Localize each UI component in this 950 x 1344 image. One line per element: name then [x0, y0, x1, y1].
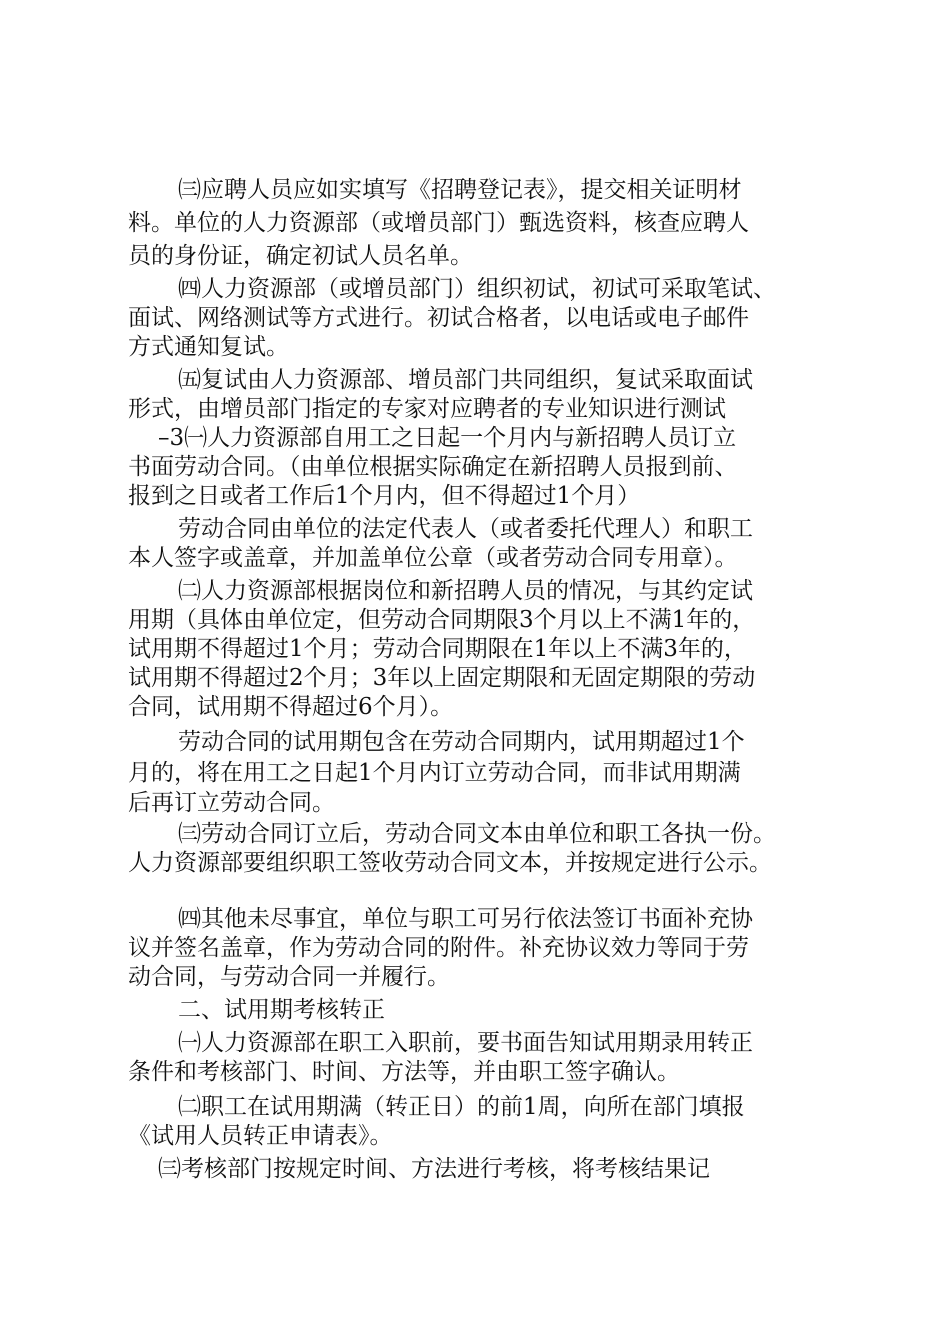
- paragraph-line: 月的，将在用工之日起1个月内订立劳动合同，而非试用期满: [128, 760, 741, 786]
- paragraph-line: 用期（具体由单位定，但劳动合同期限3个月以上不满1年的，: [128, 607, 756, 633]
- paragraph-line: 后再订立劳动合同。: [128, 790, 335, 816]
- paragraph-line: ㈢应聘人员应如实填写《招聘登记表》，提交相关证明材: [178, 177, 742, 203]
- paragraph-line: 本人签字或盖章，并加盖单位公章（或者劳动合同专用章）。: [128, 545, 738, 571]
- paragraph-line: 动合同，与劳动合同一并履行。: [128, 964, 450, 990]
- paragraph-line: ㈡人力资源部根据岗位和新招聘人员的情况，与其约定试: [178, 578, 753, 604]
- section-heading: 二、试用期考核转正: [178, 997, 385, 1023]
- paragraph-line: ㈣人力资源部（或增员部门）组织初试，初试可采取笔试、: [178, 276, 776, 302]
- paragraph-line: 劳动合同由单位的法定代表人（或者委托代理人）和职工: [178, 516, 753, 542]
- paragraph-line: 员的身份证，确定初试人员名单。: [128, 243, 473, 269]
- paragraph-line: 形式，由增员部门指定的专家对应聘者的专业知识进行测试: [128, 396, 726, 422]
- paragraph-line: ㈡职工在试用期满（转正日）的前1周，向所在部门填报: [178, 1094, 745, 1120]
- paragraph-line: ㈣其他未尽事宜，单位与职工可另行依法签订书面补充协: [178, 906, 753, 932]
- paragraph-line: 试用期不得超过2个月；3年以上固定期限和无固定期限的劳动: [128, 665, 756, 691]
- paragraph-line: 人力资源部要组织职工签收劳动合同文本，并按规定进行公示。: [128, 850, 772, 876]
- paragraph-line: –3㈠人力资源部自用工之日起一个月内与新招聘人员订立: [158, 425, 737, 451]
- paragraph-line: 方式通知复试。: [128, 334, 289, 360]
- paragraph-line: 条件和考核部门、时间、方法等，并由职工签字确认。: [128, 1059, 680, 1085]
- paragraph-line: ㈤复试由人力资源部、增员部门共同组织，复试采取面试: [178, 367, 753, 393]
- paragraph-line: 书面劳动合同。（由单位根据实际确定在新招聘人员报到前、: [128, 454, 738, 480]
- paragraph-line: 《试用人员转正申请表》。: [128, 1123, 393, 1149]
- paragraph-line: ㈢劳动合同订立后，劳动合同文本由单位和职工各执一份。: [178, 821, 776, 847]
- paragraph-line: 料。单位的人力资源部（或增员部门）甄选资料，核查应聘人: [128, 210, 749, 236]
- paragraph-line: ㈠人力资源部在职工入职前，要书面告知试用期录用转正: [178, 1030, 753, 1056]
- paragraph-line: 面试、网络测试等方式进行。初试合格者，以电话或电子邮件: [128, 305, 749, 331]
- paragraph-line: 试用期不得超过1个月；劳动合同期限在1年以上不满3年的，: [128, 636, 747, 662]
- paragraph-line: 报到之日或者工作后1个月内，但不得超过1个月）: [128, 483, 641, 509]
- paragraph-line: 议并签名盖章，作为劳动合同的附件。补充协议效力等同于劳: [128, 935, 749, 961]
- paragraph-line: 合同，试用期不得超过6个月）。: [128, 694, 454, 720]
- paragraph-line: 劳动合同的试用期包含在劳动合同期内，试用期超过1个: [178, 729, 745, 755]
- paragraph-line: ㈢考核部门按规定时间、方法进行考核，将考核结果记: [158, 1156, 710, 1182]
